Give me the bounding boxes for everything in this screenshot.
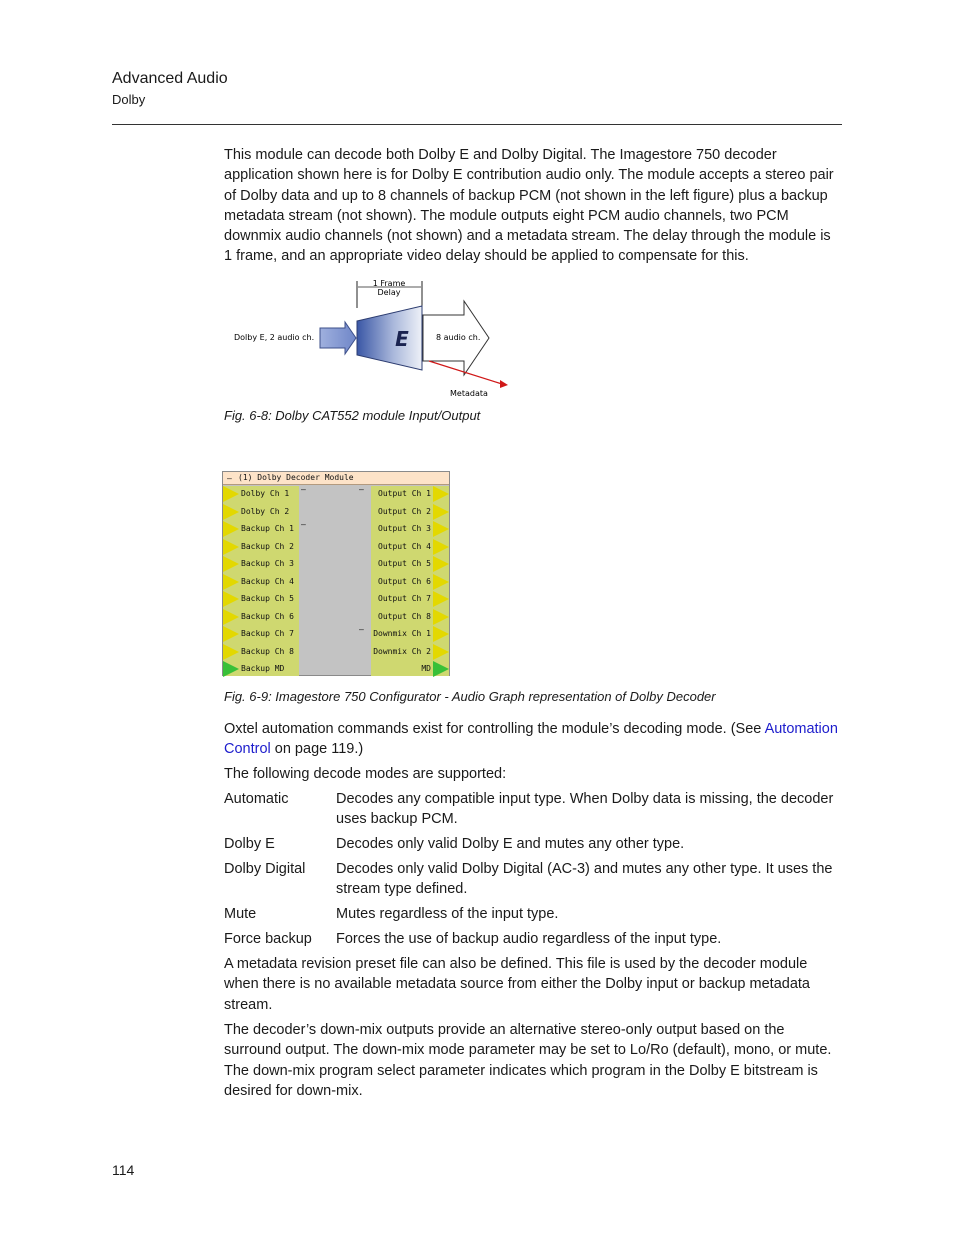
input-port[interactable]: Backup Ch 6 (223, 608, 299, 625)
output-port-icon[interactable] (433, 609, 449, 625)
mode-row (224, 929, 842, 949)
modes-intro (224, 764, 842, 784)
output-port-icon[interactable] (433, 521, 449, 537)
input-port-metadata[interactable]: Backup MD (223, 660, 299, 677)
metadata-port-icon[interactable] (223, 661, 239, 677)
output-port[interactable]: Downmix Ch 2 (371, 643, 449, 660)
group-collapse-icon[interactable]: — (359, 625, 364, 634)
input-port[interactable]: Backup Ch 1 (223, 520, 299, 537)
mode-row (224, 904, 842, 924)
output-port-icon[interactable] (433, 591, 449, 607)
output-port[interactable]: Output Ch 1 (371, 485, 449, 502)
output-port-icon[interactable] (433, 504, 449, 520)
mode-term: Mute (224, 905, 257, 922)
mode-description: Forces the use of backup audio regardless of the input type. (336, 930, 722, 947)
output-port-icon[interactable] (433, 644, 449, 660)
metadata-port-icon[interactable] (433, 661, 449, 677)
input-port-icon[interactable] (223, 609, 239, 625)
output-port[interactable]: Output Ch 7 (371, 590, 449, 607)
header-rule (112, 124, 842, 125)
mode-description: Mutes regardless of the input type. (336, 905, 559, 922)
output-port[interactable]: Output Ch 5 (371, 555, 449, 572)
automation-block (224, 719, 842, 760)
input-port-icon[interactable] (223, 504, 239, 520)
output-port-icon[interactable] (433, 486, 449, 502)
downmix-block (224, 1020, 842, 1101)
mode-row (224, 859, 842, 900)
input-port-icon[interactable] (223, 591, 239, 607)
input-port[interactable]: Dolby Ch 1 (223, 485, 299, 502)
metadata-block (224, 954, 842, 1015)
automation-control-link[interactable]: Automation Control (224, 721, 838, 758)
mode-term: Dolby Digital (224, 860, 306, 877)
mode-row (224, 834, 842, 854)
delay-label-line2: Delay (377, 288, 401, 297)
input-port[interactable]: Backup Ch 7 (223, 625, 299, 642)
downmix-paragraph: The decoder’s down-mix outputs provide an alternative stereo-only output based on the surround output. The down-mix mode parameter may be set to Lo/Ro (default), mono, or mute. The down-mix program select parameter indicates which program in the Dolby E bitstream is desired for down-mix. (224, 1022, 832, 1099)
output-label: 8 audio ch. (436, 333, 481, 342)
mode-term: Dolby E (224, 836, 275, 853)
input-label: Dolby E, 2 audio ch. (234, 333, 315, 342)
intro-paragraph: This module can decode both Dolby E and Dolby Digital. The Imagestore 750 decoder application shown here is for Dolby E contribution audio only. The module accepts a stereo pair of Dolby data and up to 8 channels of backup PCM (not shown in the left figure) plus a backup metadata stream (not shown). The module outputs eight PCM audio channels, two PCM downmix audio channels (not shown) and a metadata stream. The delay through the module is 1 frame, and an appropriate video delay should be applied to compensate for this. (224, 147, 834, 265)
input-port[interactable]: Backup Ch 4 (223, 573, 299, 590)
output-port[interactable]: Downmix Ch 1 (371, 625, 449, 642)
input-port-icon[interactable] (223, 644, 239, 660)
input-port-icon[interactable] (223, 521, 239, 537)
output-port[interactable]: Output Ch 6 (371, 573, 449, 590)
page-number: 114 (112, 1162, 135, 1178)
input-port[interactable]: Backup Ch 5 (223, 590, 299, 607)
output-port-metadata[interactable]: MD (371, 660, 449, 677)
metadata-arrowhead (500, 380, 508, 388)
figure2-caption: Fig. 6-9: Imagestore 750 Configurator - Audio Graph representation of Dolby Decoder (224, 689, 716, 704)
output-port[interactable]: Output Ch 2 (371, 503, 449, 520)
dolby-decoder-module[interactable] (222, 471, 450, 676)
output-port[interactable]: Output Ch 4 (371, 538, 449, 555)
decoder-block (357, 306, 422, 370)
metadata-label: Metadata (450, 389, 488, 398)
collapse-icon[interactable]: — (227, 474, 232, 483)
output-port-icon[interactable] (433, 574, 449, 590)
figure1-caption: Fig. 6-8: Dolby CAT552 module Input/Output (224, 408, 481, 423)
output-port[interactable]: Output Ch 3 (371, 520, 449, 537)
input-port-icon[interactable] (223, 626, 239, 642)
input-port[interactable]: Backup Ch 8 (223, 643, 299, 660)
intro-block (224, 145, 842, 267)
input-port-icon[interactable] (223, 486, 239, 502)
output-port-icon[interactable] (433, 626, 449, 642)
mode-description: Decodes only valid Dolby Digital (AC-3) and mutes any other type. It uses the stream type defined. (336, 860, 833, 898)
group-collapse-icon[interactable]: — (301, 485, 306, 494)
group-collapse-icon[interactable]: — (359, 485, 364, 494)
mode-term: Force backup (224, 930, 312, 947)
output-port-icon[interactable] (433, 556, 449, 572)
input-port[interactable]: Dolby Ch 2 (223, 503, 299, 520)
output-port[interactable]: Output Ch 8 (371, 608, 449, 625)
automation-paragraph: Oxtel automation commands exist for controlling the module’s decoding mode. (See Automation Control on page 119.) (224, 721, 838, 758)
mode-description: Decodes any compatible input type. When Dolby data is missing, the decoder uses backup PCM. (336, 791, 834, 828)
metadata-paragraph: A metadata revision preset file can also be defined. This file is used by the decoder module when there is no available metadata source from either the Dolby input or backup metadata stream. (224, 956, 810, 1013)
module-title: (1) Dolby Decoder Module (238, 473, 354, 482)
input-port-icon[interactable] (223, 556, 239, 572)
mode-term: Automatic (224, 791, 289, 807)
input-port-icon[interactable] (223, 574, 239, 590)
decoder-letter: E (395, 327, 409, 351)
input-port[interactable]: Backup Ch 2 (223, 538, 299, 555)
output-port-icon[interactable] (433, 539, 449, 555)
group-collapse-icon[interactable]: — (301, 520, 306, 529)
mode-description: Decodes only valid Dolby E and mutes any other type. (336, 836, 685, 853)
decode-modes-list (224, 789, 842, 954)
input-arrow (320, 322, 356, 354)
module-header[interactable] (223, 472, 449, 485)
modes-intro-text: The following decode modes are supported: (224, 766, 507, 782)
header-subtitle: Dolby (112, 92, 146, 107)
delay-label-line1: 1 Frame (372, 279, 406, 288)
mode-row (224, 789, 842, 830)
figure-io-diagram (224, 276, 524, 406)
header-title: Advanced Audio (112, 70, 228, 87)
input-port-icon[interactable] (223, 539, 239, 555)
input-port[interactable]: Backup Ch 3 (223, 555, 299, 572)
